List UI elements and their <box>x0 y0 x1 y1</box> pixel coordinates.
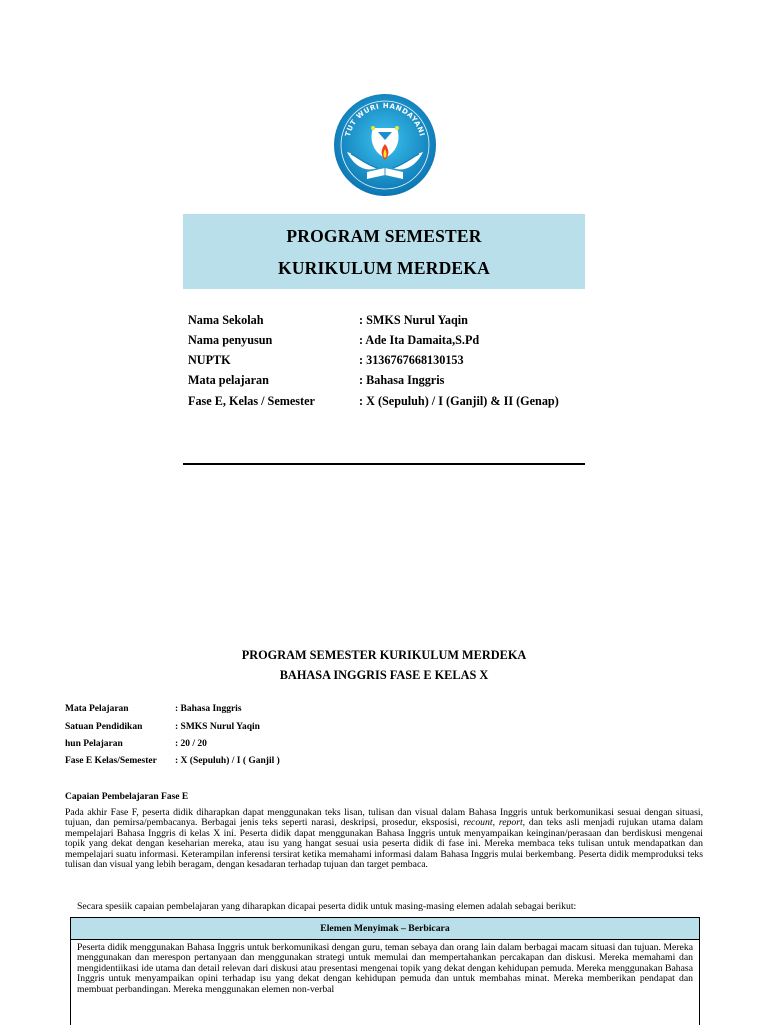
cp-paragraph: Pada akhir Fase F, peserta didik diharapkan dapat menggunakan teks lisan, tulisan dan visual dalam Bahasa Inggris untuk berkomunikasi sesuai dengan situasi, tujuan, dan pemirsa/pembacanya. Berbagai jenis teks seperti narasi, deskripsi, prosedur, eksposisi, recount, report, dan teks asli menjadi rujukan utama dalam mempelajari Bahasa Inggris di kelas X ini. Peserta didik dapat menggunakan Bahasa Inggris untuk menyampaikan keinginan/perasaan dan berdiskusi mengenai topik yang dekat dengan keseharian mereka, atau isu yang hangat sesuai usia peserta didik di fase ini. Mereka membaca teks tulisan untuk mendapatkan dan mempelajari suatu informasi. Keterampilan inferensi tersirat ketika memahami informasi dalam Bahasa Inggris mulai berkembang. Peserta didik memproduksi teks tulisan dan visual yang lebih beragam, dengan kesadaran terhadap tujuan dan target pembaca. <box>65 807 703 871</box>
intro-sentence: Secara spesiik capaian pembelajaran yang diharapkan dicapai peserta didik untuk masing-masing elemen adalah sebagai berikut: <box>77 901 577 912</box>
table-header: Elemen Menyimak – Berbicara <box>71 918 699 940</box>
section-title-line2: BAHASA INGGRIS FASE E KELAS X <box>279 668 489 682</box>
tut-wuri-handayani-logo <box>333 92 437 198</box>
section-title-line1: PROGRAM SEMESTER KURIKULUM MERDEKA <box>241 648 527 662</box>
cover-title-line2: KURIKULUM MERDEKA <box>278 258 490 278</box>
meta-label: Satuan Pendidikan <box>65 722 143 732</box>
cover-title-box <box>183 214 585 289</box>
svg-text:TUT WURI HANDAYANI: TUT WURI HANDAYANI <box>343 101 427 138</box>
cp-heading: Capaian Pembelajaran Fase E <box>65 792 189 802</box>
info-value: : Ade Ita Damaita,S.Pd <box>359 333 480 347</box>
meta-value: : 20 / 20 <box>175 739 207 749</box>
info-value: : Bahasa Inggris <box>359 373 445 387</box>
meta-value: : Bahasa Inggris <box>175 704 242 714</box>
cover-divider <box>183 463 585 465</box>
info-label: Mata pelajaran <box>188 373 269 387</box>
cover-title-line1: PROGRAM SEMESTER <box>286 226 482 246</box>
info-label: Nama Sekolah <box>188 313 264 327</box>
table-cell: Peserta didik menggunakan Bahasa Inggris untuk berkomunikasi dengan guru, teman sebaya dan orang lain dalam berbagai macam situasi dan tujuan. Mereka menggunakan dan merespon pertanyaan dan menggunakan strategi untuk memulai dan mempertahankan percakapan dan diskusi. Mereka memahami dan mengidentiikasi ide utama dan detail relevan dari diskusi atau presentasi mengenai topik yang dekat dengan kehidupan pemuda. Mereka menggunakan Bahasa Inggris untuk menyampaikan opini terhadap isu yang dekat dengan kehidupan pemuda dan untuk membahas minat. Mereka memberikan pendapat dan membuat perbandingan. Mereka menggunakan elemen non-verbal <box>77 942 693 995</box>
info-value: : SMKS Nurul Yaqin <box>359 313 468 327</box>
info-label: Nama penyusun <box>188 333 273 347</box>
info-label: NUPTK <box>188 353 231 367</box>
meta-value: : X (Sepuluh) / I ( Ganjil ) <box>175 756 280 766</box>
meta-label: Mata Pelajaran <box>65 704 129 714</box>
meta-value: : SMKS Nurul Yaqin <box>175 722 260 732</box>
element-table <box>70 917 700 1025</box>
info-value: : 3136767668130153 <box>359 353 464 367</box>
meta-label: hun Pelajaran <box>65 739 123 749</box>
info-value: : X (Sepuluh) / I (Ganjil) & II (Genap) <box>359 394 559 408</box>
meta-label: Fase E Kelas/Semester <box>65 756 157 766</box>
info-label: Fase E, Kelas / Semester <box>188 394 315 408</box>
